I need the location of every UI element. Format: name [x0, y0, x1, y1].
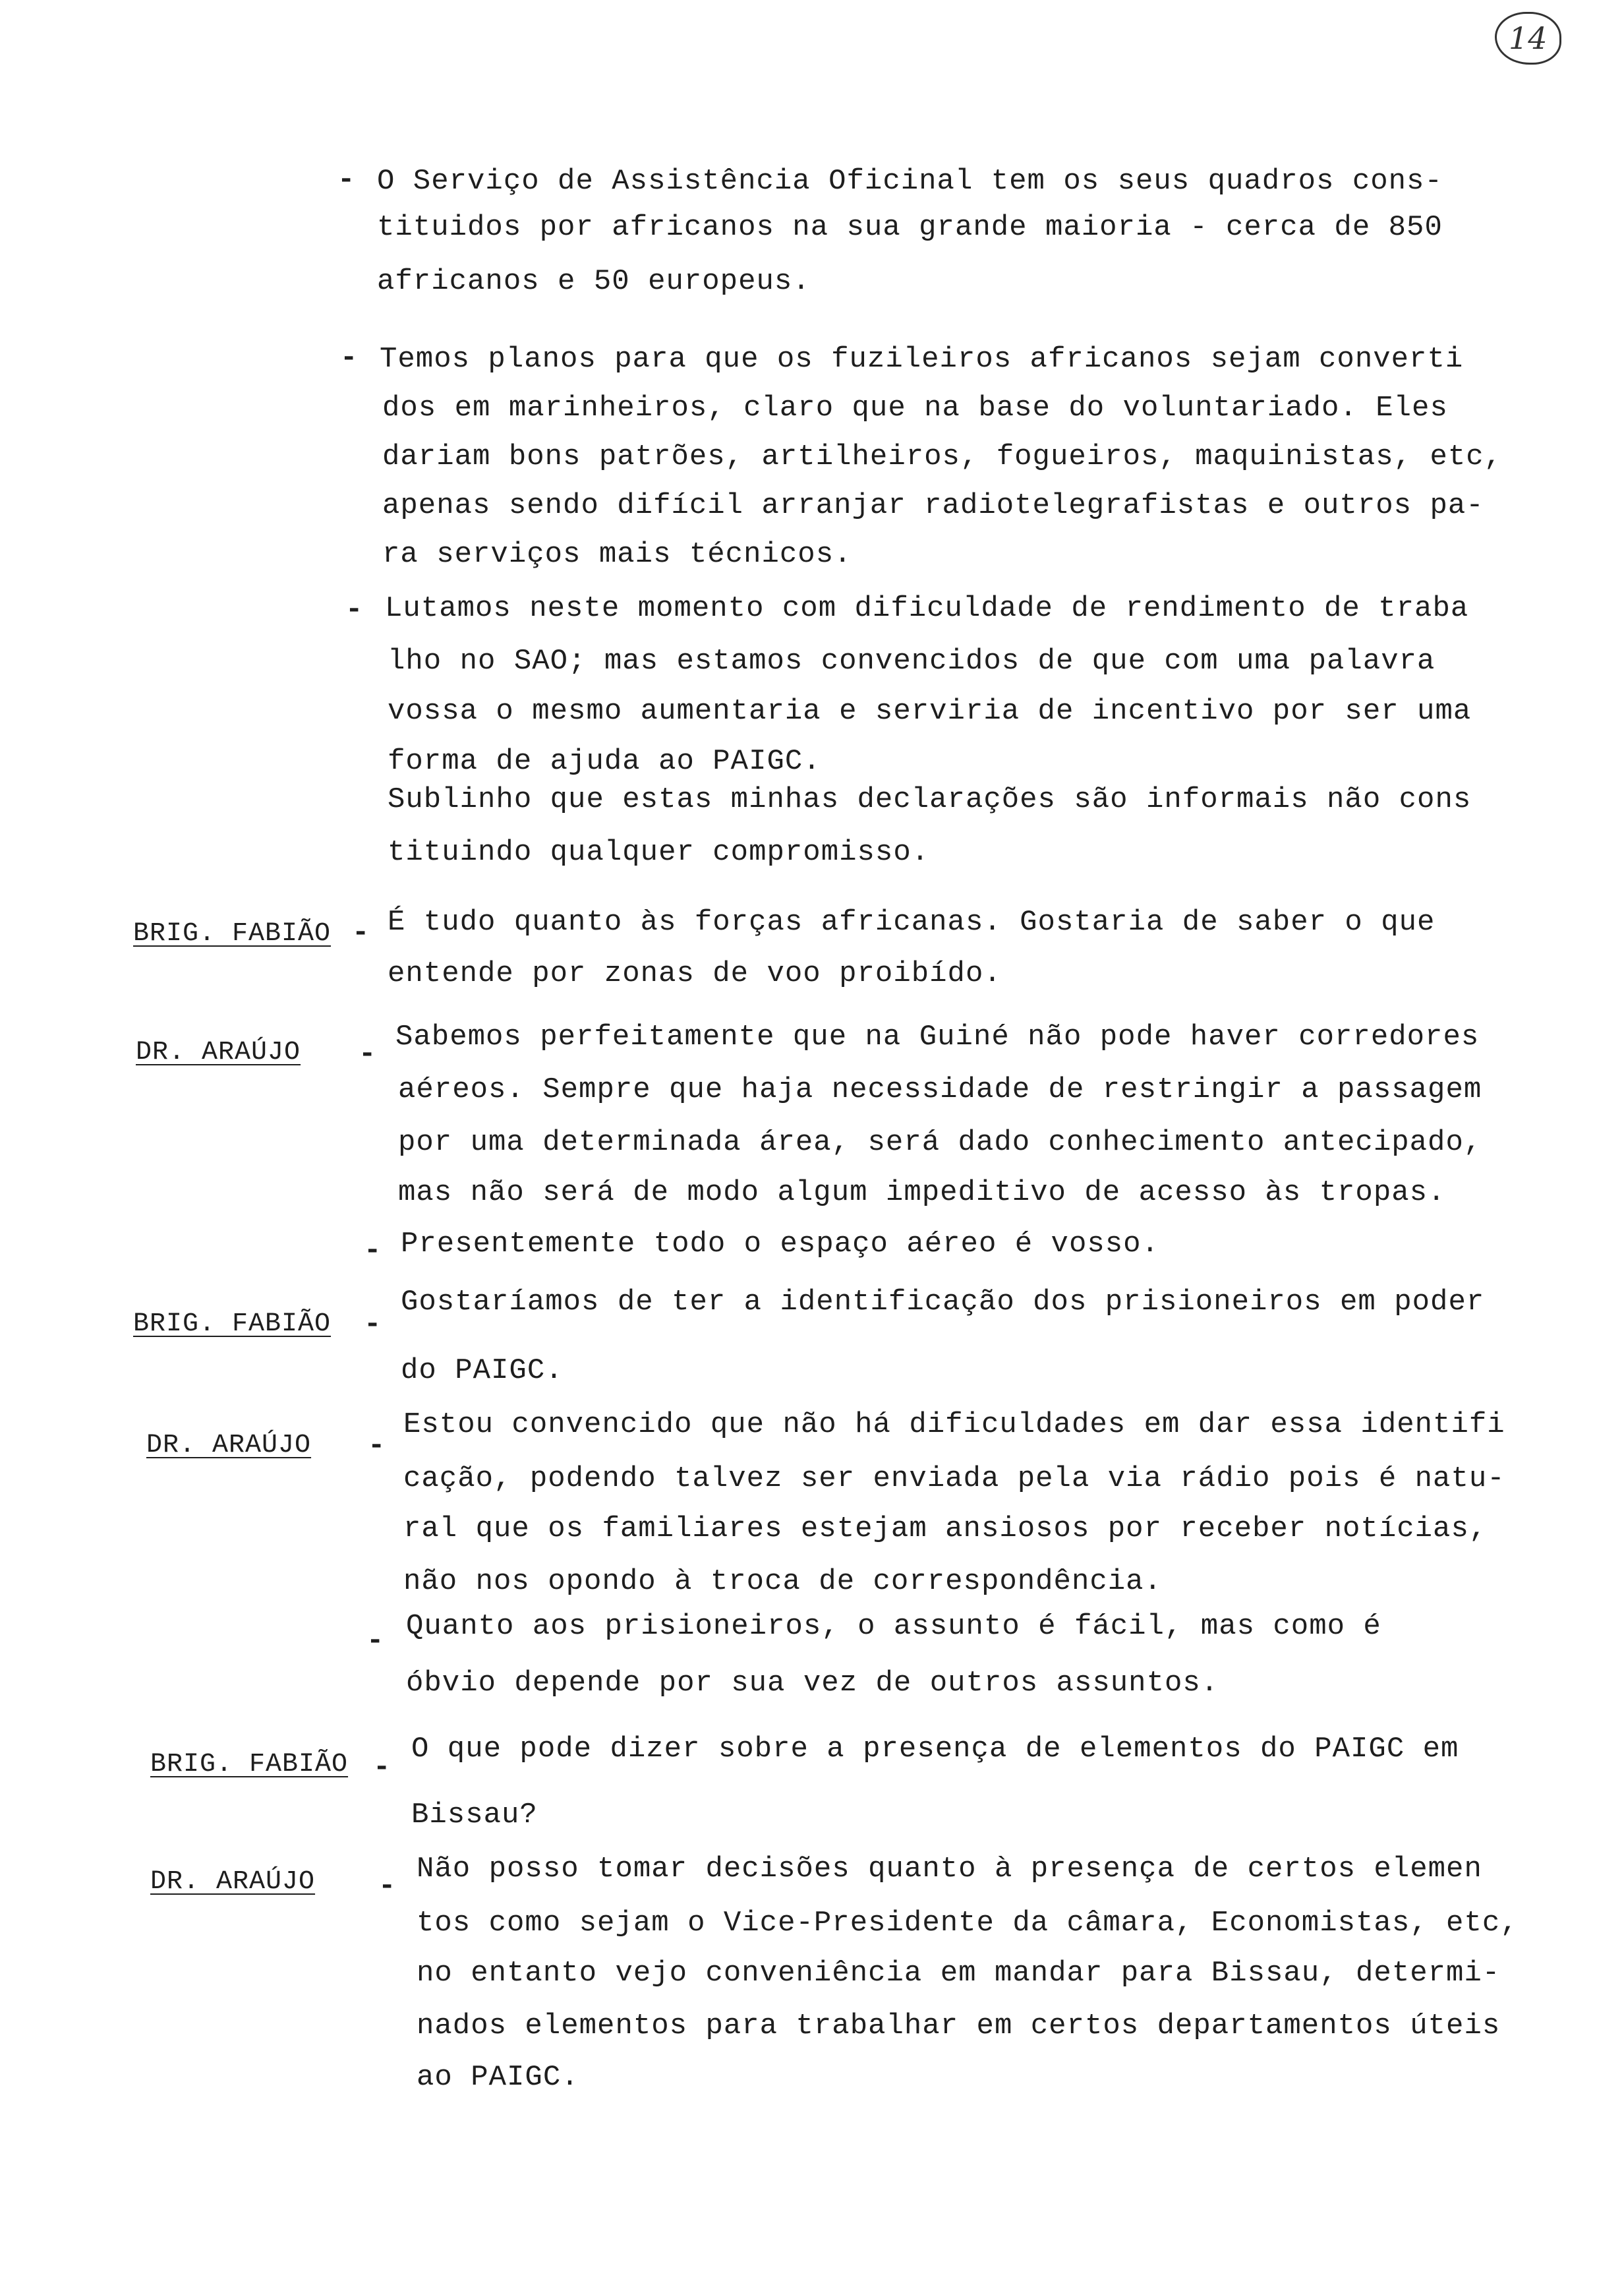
text-line: Sublinho que estas minhas declarações são informais não cons: [388, 783, 1472, 816]
text-line: não nos opondo à troca de correspondência.: [403, 1565, 1162, 1598]
dash-marker: -: [366, 1624, 384, 1657]
text-line: tos como sejam o Vice-Presidente da câmara, Economistas, etc,: [417, 1907, 1519, 1940]
text-line: óbvio depende por sua vez de outros assuntos.: [406, 1667, 1219, 1700]
text-line: do PAIGC.: [401, 1354, 564, 1387]
text-line: vossa o mesmo aumentaria e serviria de incentivo por ser uma: [388, 695, 1472, 728]
text-line: cação, podendo talvez ser enviada pela via rádio pois é natu-: [403, 1462, 1505, 1495]
text-line: ral que os familiares estejam ansiosos por receber notícias,: [403, 1512, 1488, 1545]
dash-marker: -: [352, 916, 370, 949]
text-line: Quanto aos prisioneiros, o assunto é fácil, mas como é: [406, 1610, 1381, 1643]
text-line: entende por zonas de voo proibído.: [388, 957, 1002, 990]
page-number: 14: [1495, 12, 1561, 65]
dash-marker: -: [340, 342, 358, 374]
text-line: lho no SAO; mas estamos convencidos de que com uma palavra: [388, 645, 1436, 678]
text-line: O que pode dizer sobre a presença de elementos do PAIGC em: [411, 1733, 1459, 1766]
text-line: tituidos por africanos na sua grande maioria - cerca de 850: [377, 211, 1443, 244]
text-line: forma de ajuda ao PAIGC.: [388, 745, 821, 778]
text-line: Gostaríamos de ter a identificação dos prisioneiros em poder: [401, 1286, 1485, 1319]
text-line: dariam bons patrões, artilheiros, fogueiros, maquinistas, etc,: [382, 440, 1503, 473]
dash-marker: -: [359, 1038, 376, 1071]
text-line: ao PAIGC.: [417, 2061, 579, 2094]
text-line: mas não será de modo algum impeditivo de acesso às tropas.: [398, 1176, 1446, 1209]
speaker-label: DR. ARAÚJO: [146, 1431, 312, 1460]
text-line: por uma determinada área, será dado conhecimento antecipado,: [398, 1126, 1482, 1159]
speaker-label: DR. ARAÚJO: [136, 1038, 301, 1067]
text-line: Temos planos para que os fuzileiros africanos sejam converti: [380, 343, 1464, 376]
text-line: Bissau?: [411, 1798, 538, 1831]
text-line: nados elementos para trabalhar em certos departamentos úteis: [417, 2009, 1501, 2042]
text-line: tituindo qualquer compromisso.: [388, 836, 930, 869]
text-line: aéreos. Sempre que haja necessidade de restringir a passagem: [398, 1073, 1482, 1106]
speaker-label: DR. ARAÚJO: [150, 1867, 316, 1897]
text-line: dos em marinheiros, claro que na base do voluntariado. Eles: [382, 392, 1448, 425]
text-line: ra serviços mais técnicos.: [382, 538, 852, 571]
text-line: Presentemente todo o espaço aéreo é vosso.: [401, 1228, 1159, 1261]
dash-marker: -: [364, 1234, 382, 1267]
text-line: O Serviço de Assistência Oficinal tem os seus quadros cons-: [377, 165, 1443, 198]
speaker-label: BRIG. FABIÃO: [150, 1750, 349, 1779]
dash-marker: -: [337, 164, 355, 196]
text-line: africanos e 50 europeus.: [377, 265, 811, 298]
text-line: apenas sendo difícil arranjar radiotelegrafistas e outros pa-: [382, 489, 1484, 522]
speaker-label: BRIG. FABIÃO: [133, 1309, 332, 1339]
dash-marker: -: [373, 1751, 391, 1784]
text-line: Estou convencido que não há dificuldades em dar essa identifi: [403, 1408, 1505, 1441]
text-line: no entanto vejo conveniência em mandar para Bissau, determi-: [417, 1957, 1501, 1990]
dash-marker: -: [345, 593, 363, 626]
text-line: É tudo quanto às forças africanas. Gostaria de saber o que: [388, 906, 1436, 939]
dash-marker: -: [368, 1429, 386, 1462]
speaker-label: BRIG. FABIÃO: [133, 919, 332, 949]
dash-marker: -: [364, 1308, 382, 1341]
text-line: Sabemos perfeitamente que na Guiné não pode haver corredores: [395, 1021, 1480, 1054]
dash-marker: -: [378, 1870, 396, 1903]
text-line: Lutamos neste momento com dificuldade de rendimento de traba: [385, 592, 1469, 625]
text-line: Não posso tomar decisões quanto à presença de certos elemen: [417, 1853, 1482, 1886]
